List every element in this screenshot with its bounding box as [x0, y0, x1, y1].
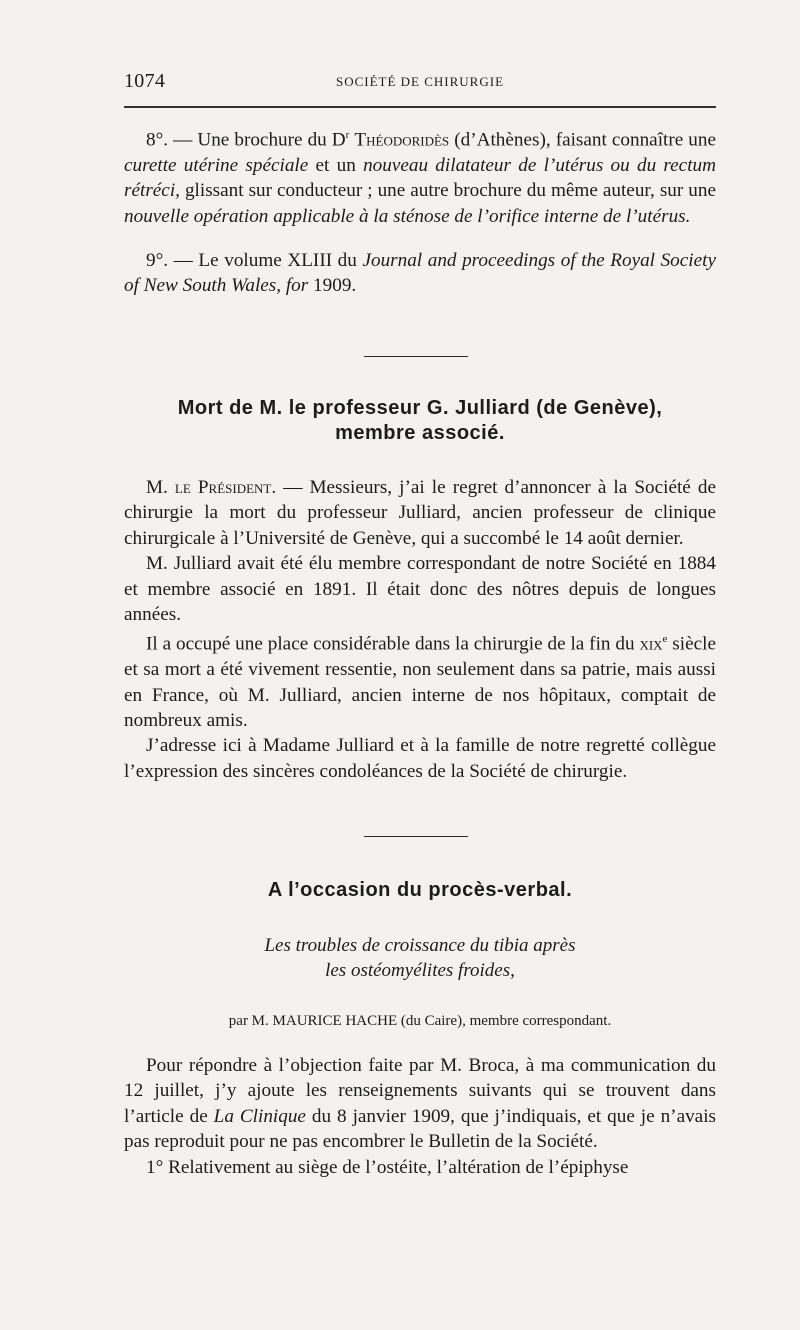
running-title: SOCIÉTÉ DE CHIRURGIE: [335, 74, 505, 89]
paragraph: J’adresse ici à Madame Julliard et à la famille de notre regretté collègue l’expression des sincères condoléances de la Société de chirurgie.: [124, 735, 716, 782]
article-byline: par M. MAURICE HACHE (du Caire), membre correspondant.: [228, 1013, 612, 1029]
author-name: Théodoridès: [354, 129, 450, 151]
list-items-block: [124, 123, 716, 299]
article-subtitle: Les troubles de croissance du tibia après les ostéomyélites froides,: [264, 935, 576, 981]
list-item-9: 9°. — Le volume XLIII du Journal and proceedings of the Royal Society of New South Wales, for 1909.: [124, 250, 716, 297]
obituary-body: [124, 475, 716, 784]
page-number: 1074: [124, 70, 166, 92]
header-rule: [124, 106, 716, 108]
speaker: M. le Président.: [146, 477, 277, 498]
section-separator: [364, 356, 468, 357]
paragraph: 1° Relativement au siège de l’ostéite, l’altération de l’épiphyse: [146, 1156, 629, 1178]
paragraph: M. le Président. — Messieurs, j’ai le regret d’annoncer à la Société de chirurgie la mort du professeur Julliard, ancien professeur de clinique chirurgicale à l’Université de Genève, qui a succombé le 14 août dernier.: [124, 477, 716, 549]
section-heading-julliard: Mort de M. le professeur G. Julliard (de Genève), membre associé.: [177, 397, 663, 444]
article-body: [124, 1053, 716, 1180]
page-header: [124, 70, 716, 94]
paragraph: Pour répondre à l’objection faite par M. Broca, à ma communication du 12 juillet, j’y ajoute les renseignements suivants qui se trouvent dans l’article de La Clinique du 8 janvier 1909, que j’indiquais, et que je n’avais pas reproduit pour ne pas encombrer le Bulletin de la Société.: [124, 1055, 716, 1153]
section-separator: [364, 836, 468, 837]
paragraph: Il a occupé une place considérable dans la chirurgie de la fin du xix$^e$ siècle et sa mort a été vivement ressentie, non seulement dans sa patrie, mais aussi en France, où M. Julliard, ancien interne de nos hôpitaux, comptait de nombreux amis.: [124, 633, 716, 732]
section-heading-proces-verbal: A l’occasion du procès-verbal.: [267, 879, 573, 901]
paragraph: M. Julliard avait été élu membre correspondant de notre Société en 1884 et membre associé en 1891. Il était donc des nôtres depuis de longues années.: [124, 553, 716, 626]
list-item-8: 8°. — Une brochure du $D^r$ Théodoridès (d’Athènes), faisant connaître une curette utérine spéciale et un nouveau dilatateur de l’utérus ou du rectum rétréci, glissant sur conducteur ; une autre brochure du même auteur, sur une nouvelle opération applicable à la sténose de l’orifice interne de l’utérus.: [124, 129, 717, 227]
